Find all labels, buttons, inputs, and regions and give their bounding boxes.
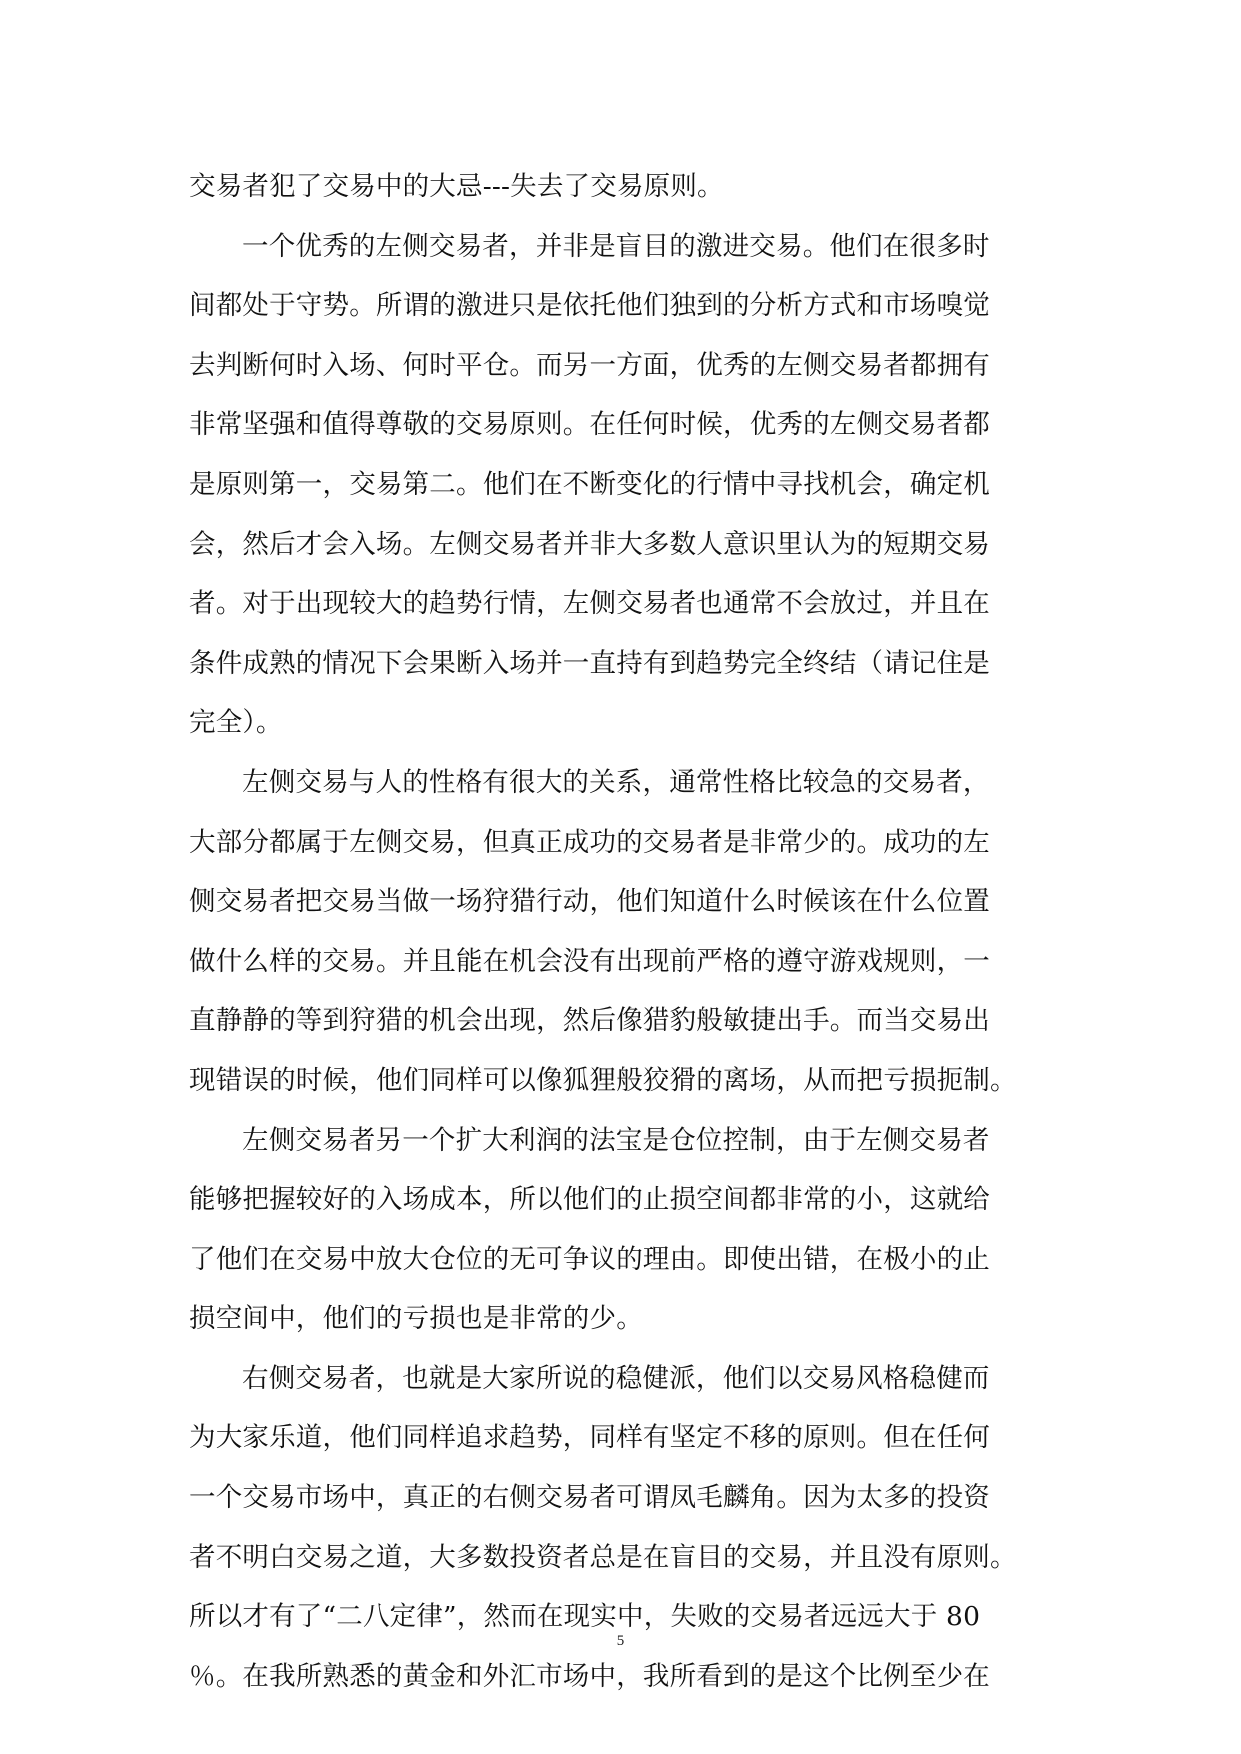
paragraph-start-line: 左侧交易与人的性格有很大的关系，通常性格比较急的交易者， [242, 766, 990, 798]
text-line: 做什么样的交易。并且能在机会没有出现前严格的遵守游戏规则，一 [189, 945, 990, 977]
text-line: 间都处于守势。所谓的激进只是依托他们独到的分析方式和市场嗅觉 [189, 290, 990, 322]
text-line: 能够把握较好的入场成本，所以他们的止损空间都非常的小，这就给 [189, 1184, 990, 1216]
body-text [189, 157, 1050, 1706]
text-line: 所以才有了“二八定律”，然而在现实中，失败的交易者远远大于 80 [189, 1601, 981, 1633]
text-line: 为大家乐道，他们同样追求趋势，同样有坚定不移的原则。但在任何 [189, 1422, 990, 1454]
text-line: 者。对于出现较大的趋势行情，左侧交易者也通常不会放过，并且在 [189, 588, 990, 620]
text-line: 了他们在交易中放大仓位的无可争议的理由。即使出错，在极小的止 [189, 1243, 990, 1275]
page-number: 5 [616, 1633, 625, 1649]
paragraph-start-line: 左侧交易者另一个扩大利润的法宝是仓位控制，由于左侧交易者 [242, 1124, 990, 1156]
text-line: 现错误的时候，他们同样可以像狐狸般狡猾的离场，从而把亏损扼制。 [189, 1064, 1017, 1096]
text-line: 完全）。 [189, 707, 283, 739]
text-line: 直静静的等到狩猎的机会出现，然后像猎豹般敏捷出手。而当交易出 [189, 1005, 990, 1037]
text-line: ％。在我所熟悉的黄金和外汇市场中，我所看到的是这个比例至少在 [189, 1660, 990, 1692]
paragraph-start-line: 一个优秀的左侧交易者，并非是盲目的激进交易。他们在很多时 [242, 230, 990, 262]
text-line: 一个交易市场中，真正的右侧交易者可谓凤毛麟角。因为太多的投资 [189, 1482, 990, 1514]
paragraph-start-line: 右侧交易者，也就是大家所说的稳健派，他们以交易风格稳健而 [242, 1362, 990, 1394]
text-line: 大部分都属于左侧交易，但真正成功的交易者是非常少的。成功的左 [189, 826, 990, 858]
text-line: 者不明白交易之道，大多数投资者总是在盲目的交易，并且没有原则。 [189, 1541, 1017, 1573]
text-line: 交易者犯了交易中的大忌---失去了交易原则。 [189, 171, 724, 202]
text-line: 侧交易者把交易当做一场狩猎行动，他们知道什么时候该在什么位置 [189, 886, 990, 918]
text-line: 损空间中，他们的亏损也是非常的少。 [189, 1303, 643, 1335]
text-line: 条件成熟的情况下会果断入场并一直持有到趋势完全终结（请记住是 [189, 647, 990, 679]
text-line: 会，然后才会入场。左侧交易者并非大多数人意识里认为的短期交易 [189, 528, 990, 560]
text-line: 去判断何时入场、何时平仓。而另一方面，优秀的左侧交易者都拥有 [189, 349, 990, 381]
text-line: 是原则第一，交易第二。他们在不断变化的行情中寻找机会，确定机 [189, 468, 990, 500]
text-line: 非常坚强和值得尊敬的交易原则。在任何时候，优秀的左侧交易者都 [189, 409, 990, 441]
